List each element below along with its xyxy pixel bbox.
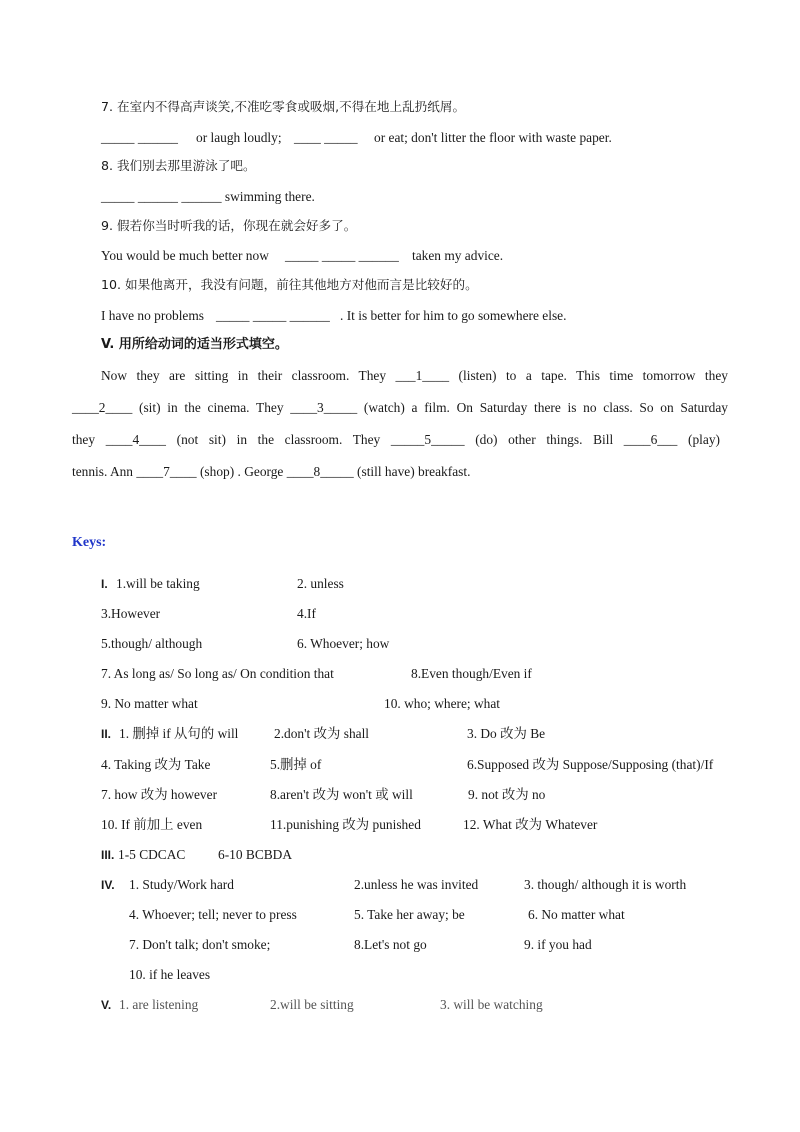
q7-blank-b: ____ _____ [294,130,358,145]
keys-i-answer: 3.However [101,606,161,621]
keys-ii-answer: 9. not 改为 no [468,787,546,802]
q10-start: I have no problems [101,308,205,323]
keys-ii-label: II. [101,727,112,741]
keys-i-answer: 1.will be taking [116,576,200,591]
keys-v-answer: 1. are listening [119,997,199,1012]
keys-i-answer: 10. who; where; what [384,696,501,711]
section-v-line-3: they ____4____ (not sit) in the classroom. They _____5_____ (do) other things. Bill ____6___ (play) [72,432,720,447]
keys-ii-answer: 5.删掉 of [270,757,322,772]
keys-iii-answer: 1-5 CDCAC [118,847,186,862]
q10-end: . It is better for him to go somewhere else. [340,308,567,323]
q8-chinese: 8. 我们别去那里游泳了吧。 [101,158,256,173]
section-v-title: V. 用所给动词的适当形式填空。 [101,337,288,352]
q7-chinese: 7. 在室内不得高声谈笑,不准吃零食或吸烟,不得在地上乱扔纸屑。 [101,99,466,114]
q10-blank: _____ _____ ______ [216,308,330,323]
keys-ii-answer: 2.don't 改为 shall [274,726,370,741]
q9-chinese: 9. 假若你当时听我的话，你现在就会好多了。 [101,218,357,233]
keys-iv-answer: 7. Don't talk; don't smoke; [129,937,271,952]
keys-iii-answer: 6-10 BCBDA [218,847,293,862]
keys-iv-answer: 3. though/ although it is worth [524,877,687,892]
q7-end: or eat; don't litter the floor with waste paper. [374,130,612,145]
q9-blank: _____ _____ ______ [285,248,399,263]
keys-title: Keys: [72,535,107,550]
keys-ii-answer: 8.aren't 改为 won't 或 will [270,787,413,802]
keys-i-label: I. [101,577,108,591]
keys-iv-answer: 5. Take her away; be [354,907,465,922]
keys-iv-answer: 8.Let's not go [354,937,427,952]
keys-ii-answer: 3. Do 改为 Be [467,726,546,741]
keys-ii-answer: 7. how 改为 however [101,787,218,802]
q7-mid: or laugh loudly; [196,130,282,145]
keys-ii-answer: 12. What 改为 Whatever [463,817,598,832]
keys-iv-answer: 9. if you had [524,937,592,952]
keys-i-answer: 6. Whoever; how [297,636,390,651]
keys-i-answer: 9. No matter what [101,696,198,711]
q10-chinese: 10. 如果他离开，我没有问题，前往其他地方对他而言是比较好的。 [101,277,478,292]
keys-v-answer: 2.will be sitting [270,997,354,1012]
keys-ii-answer: 1. 删掉 if 从句的 will [119,726,239,741]
section-v-line-2: ____2____ (sit) in the cinema. They ____3_____ (watch) a film. On Saturday there is no class. So on Saturday [72,400,728,415]
q8-english: _____ ______ ______ swimming there. [101,189,315,204]
keys-ii-answer: 6.Supposed 改为 Suppose/Supposing (that)/If [467,757,714,772]
section-v-line-1: Now they are sitting in their classroom. They ___1____ (listen) to a tape. This time tomorrow they [101,368,728,383]
keys-v-label: V. [101,998,112,1012]
q9-start: You would be much better now [101,248,269,263]
keys-i-answer: 5.though/ although [101,636,203,651]
keys-iv-answer: 4. Whoever; tell; never to press [129,907,297,922]
keys-ii-answer: 10. If 前加上 even [101,817,203,832]
q7-blank-a: _____ ______ [101,130,178,145]
keys-iv-answer: 6. No matter what [528,907,625,922]
keys-iv-label: IV. [101,878,115,892]
keys-v-answer: 3. will be watching [440,997,543,1012]
keys-iv-answer: 1. Study/Work hard [129,877,234,892]
keys-ii-answer: 4. Taking 改为 Take [101,757,211,772]
keys-iv-answer: 2.unless he was invited [354,877,479,892]
keys-i-answer: 2. unless [297,576,344,591]
keys-i-answer: 8.Even though/Even if [411,666,532,681]
section-v-line-4: tennis. Ann ____7____ (shop) . George ____8_____ (still have) breakfast. [72,464,471,479]
keys-iii-label: III. [101,848,115,862]
keys-i-answer: 7. As long as/ So long as/ On condition that [101,666,334,681]
keys-iv-answer: 10. if he leaves [129,967,211,982]
keys-ii-answer: 11.punishing 改为 punished [270,817,421,832]
q9-end: taken my advice. [412,248,504,263]
keys-i-answer: 4.If [297,606,316,621]
